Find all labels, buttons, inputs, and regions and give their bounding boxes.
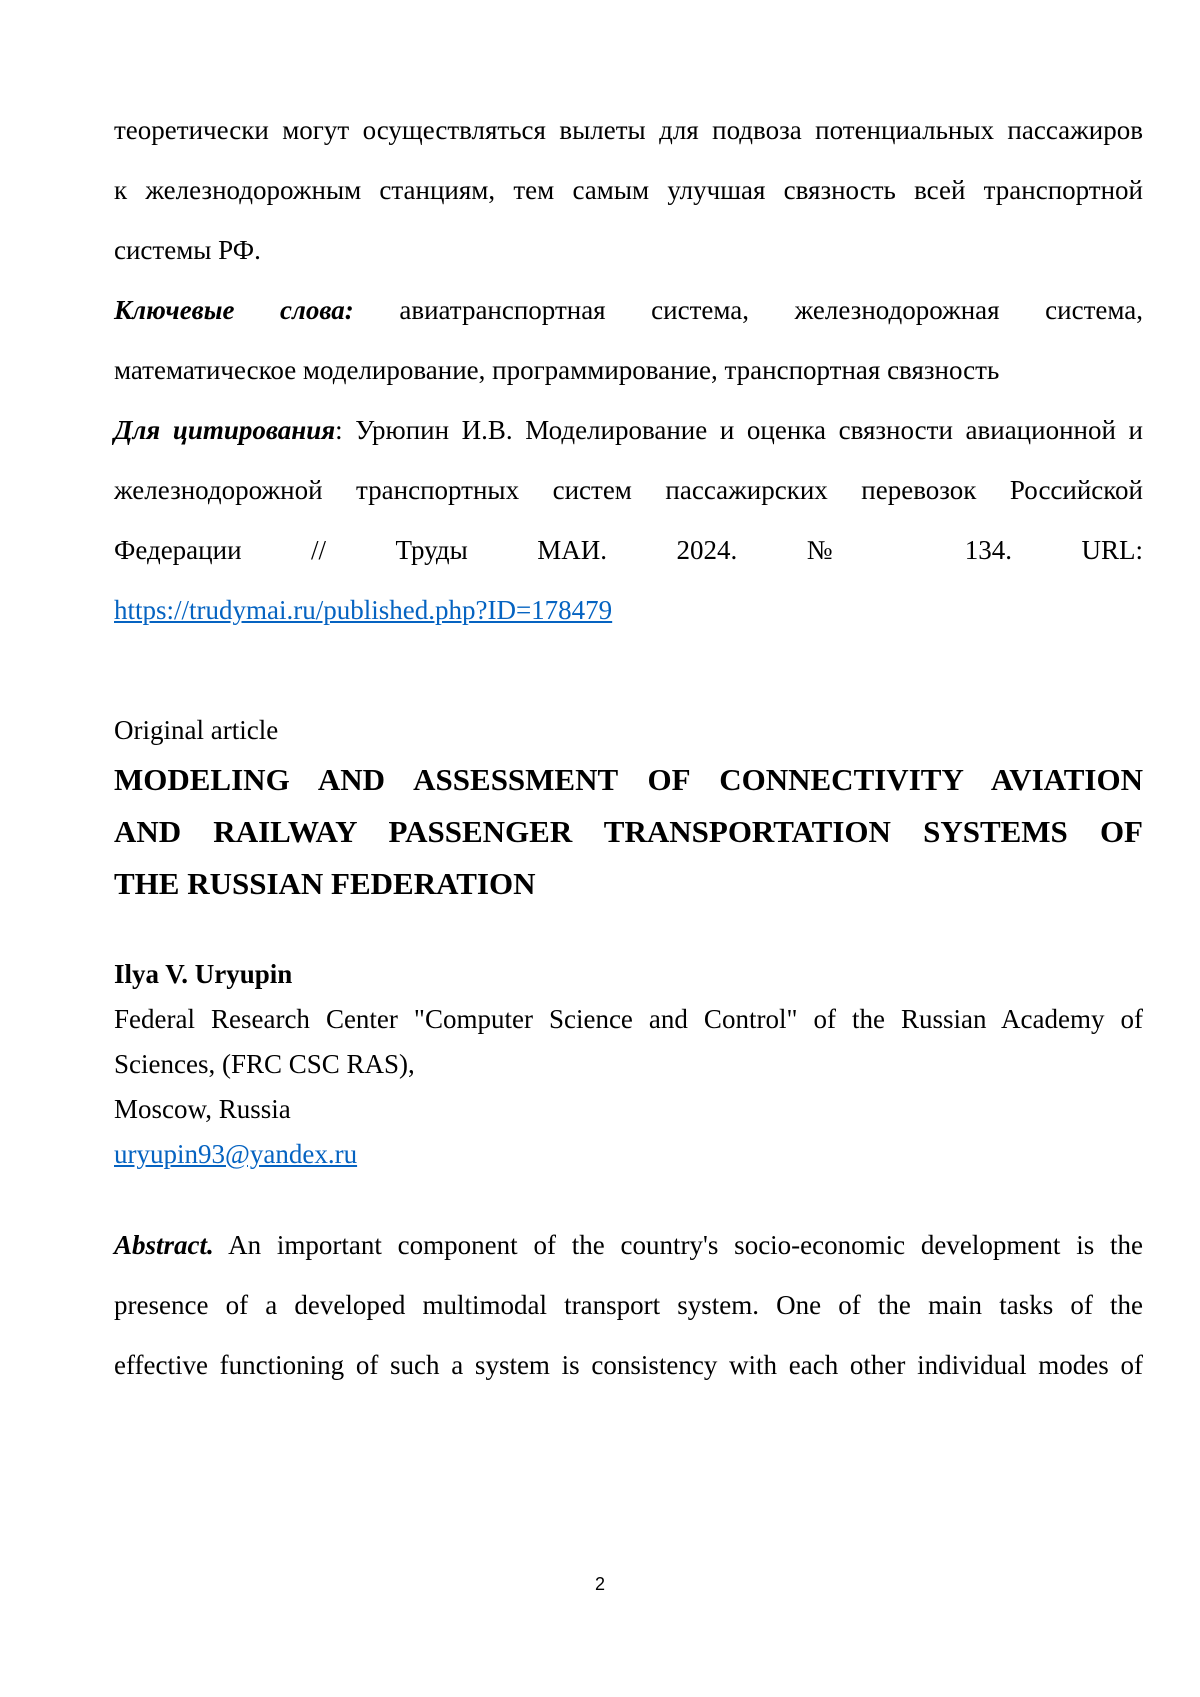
author-affiliation-line-1: Federal Research Center "Computer Science and Control" of the Russian Academy of bbox=[114, 1004, 1143, 1034]
ru-keywords-line-1 bbox=[114, 294, 1143, 326]
author-name: Ilya V. Uryupin bbox=[114, 959, 293, 989]
ru-citation-line-4 bbox=[114, 594, 1143, 626]
citation-url-link[interactable]: https://trudymai.ru/published.php?ID=178479 bbox=[114, 595, 613, 625]
ru-keywords-line-2: математическое моделирование, программирование, транспортная связность bbox=[114, 355, 1000, 385]
ru-citation-line-3: Федерации // Труды МАИ. 2024. № 134. URL: bbox=[114, 535, 1143, 565]
ru-citation-label: Для цитирования bbox=[114, 415, 336, 445]
ru-abstract-line-1: теоретически могут осуществляться вылеты для подвоза потенциальных пассажиров bbox=[114, 115, 1143, 145]
ru-citation-text-1: : Урюпин И.В. Моделирование и оценка связности авиационной и bbox=[335, 415, 1143, 445]
author-email-line bbox=[114, 1138, 1143, 1170]
abstract-line-2: presence of a developed multimodal transport system. One of the main tasks of the bbox=[114, 1290, 1143, 1320]
ru-keywords-label: Ключевые слова: bbox=[114, 295, 354, 325]
article-type-label: Original article bbox=[114, 715, 279, 745]
title-line-3: THE RUSSIAN FEDERATION bbox=[114, 866, 536, 901]
ru-abstract-line-2: к железнодорожным станциям, тем самым улучшая связность всей транспортной bbox=[114, 175, 1143, 205]
page-number: 2 bbox=[594, 1574, 605, 1594]
ru-abstract-line-3: системы РФ. bbox=[114, 235, 261, 265]
ru-keywords-text-1: авиатранспортная система, железнодорожная система, bbox=[399, 295, 1143, 325]
title-line-2: AND RAILWAY PASSENGER TRANSPORTATION SYSTEMS OF bbox=[114, 814, 1143, 849]
abstract-line-1 bbox=[114, 1229, 1143, 1261]
abstract-label: Abstract. bbox=[114, 1230, 214, 1260]
ru-citation-line-1 bbox=[114, 414, 1143, 446]
abstract-line-3: effective functioning of such a system is consistency with each other individual modes of bbox=[114, 1350, 1143, 1380]
author-affiliation-line-2: Sciences, (FRC CSC RAS), bbox=[114, 1049, 415, 1079]
abstract-text-1: An important component of the country's socio-economic development is the bbox=[213, 1230, 1143, 1260]
author-location: Moscow, Russia bbox=[114, 1094, 291, 1124]
author-email-link[interactable]: uryupin93@yandex.ru bbox=[114, 1139, 358, 1169]
ru-citation-line-2: железнодорожной транспортных систем пассажирских перевозок Российской bbox=[114, 475, 1143, 505]
title-line-1: MODELING AND ASSESSMENT OF CONNECTIVITY AVIATION bbox=[114, 762, 1143, 797]
